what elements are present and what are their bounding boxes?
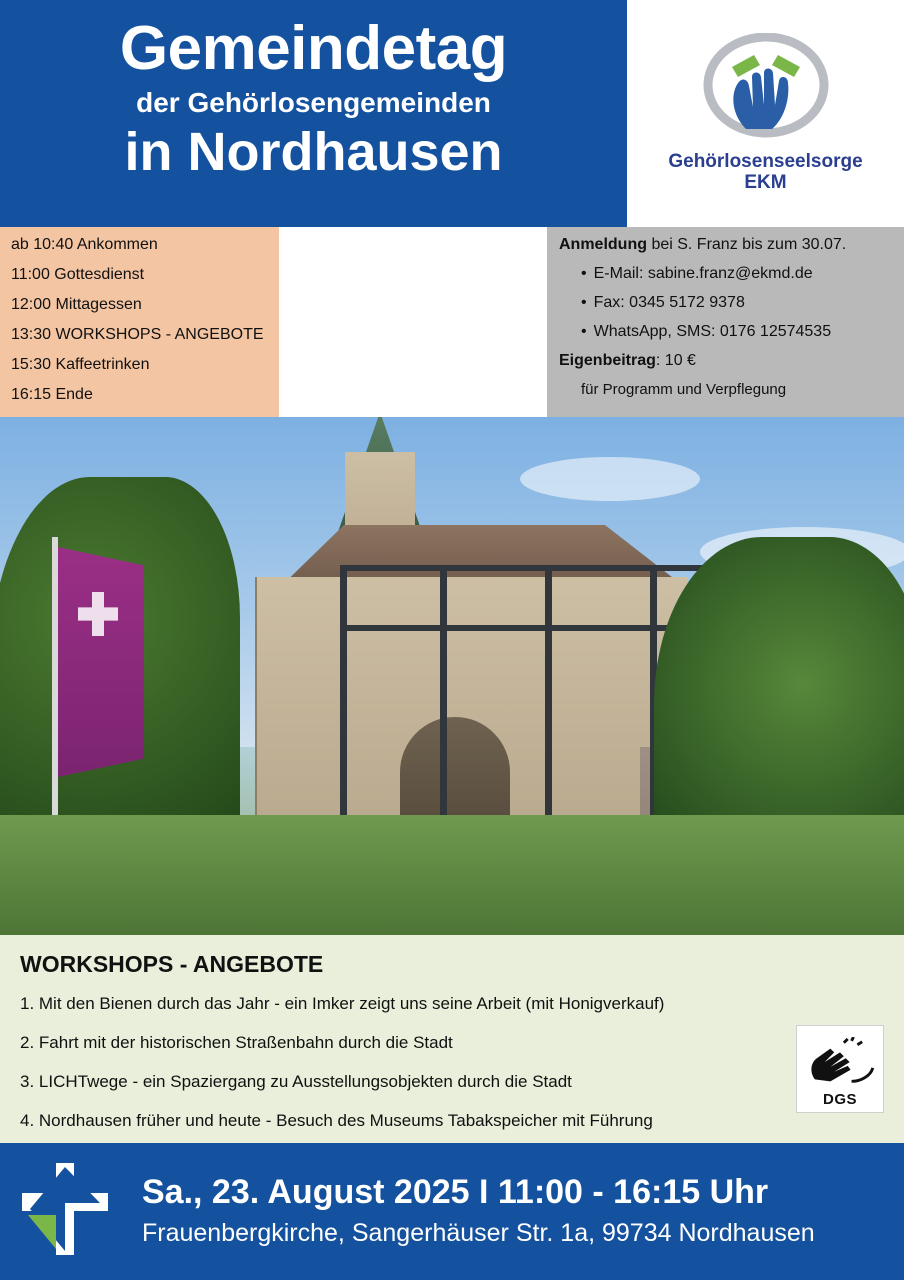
dgs-badge [796, 1025, 884, 1113]
poster-header [0, 0, 904, 227]
event-date-time: Sa., 23. August 2025 I 11:00 - 16:15 Uhr [142, 1172, 769, 1211]
schedule-band [0, 227, 279, 417]
schedule-item: 15:30 Kaffeetrinken [11, 356, 150, 373]
registration-headline-bold: Anmeldung [559, 236, 647, 253]
cloud [520, 457, 700, 501]
workshop-item: 4. Nordhausen früher und heute - Besuch des Museums Tabakspeicher mit Führung [20, 1111, 653, 1130]
registration-contact: • WhatsApp, SMS: 0176 12574535 [559, 324, 894, 340]
registration-fee-rest: : 10 € [655, 352, 696, 369]
workshop-item: 1. Mit den Bienen durch das Jahr - ein Imker zeigt uns seine Arbeit (mit Honigverkauf) [20, 994, 665, 1013]
logo-organization-name: Gehörlosenseelsorge [668, 151, 863, 173]
page-subtitle: der Gehörlosengemeinden [136, 87, 491, 118]
registration-fee-note: für Programm und Verpflegung [581, 381, 787, 398]
dgs-badge-label: DGS [822, 1091, 857, 1108]
registration-headline [559, 237, 894, 253]
registration-fee-bold: Eigenbeitrag [559, 352, 656, 369]
workshop-item: 2. Fahrt mit der historischen Straßenbahn durch die Stadt [20, 1033, 453, 1052]
church-photo [0, 417, 904, 935]
header-title-block [0, 0, 627, 227]
registration-contact: • E-Mail: sabine.franz@ekmd.de [559, 266, 894, 282]
page-title: Gemeindetag [119, 14, 508, 83]
page-title-location: in Nordhausen [124, 121, 503, 182]
schedule-item: ab 10:40 Ankommen [11, 236, 158, 253]
registration-band [547, 227, 904, 417]
schedule-item: 11:00 Gottesdienst [11, 266, 145, 283]
workshop-item: 3. LICHTwege - ein Spaziergang zu Ausstellungsobjekten durch die Stadt [20, 1072, 572, 1091]
registration-fee [559, 353, 894, 369]
registration-contact: • Fax: 0345 5172 9378 [559, 295, 894, 311]
purple-flag [58, 547, 144, 777]
event-address: Frauenbergkirche, Sangerhäuser Str. 1a, 99734 Nordhausen [142, 1218, 815, 1247]
footer-logo [0, 1143, 130, 1280]
schedule-item: 16:15 Ende [11, 386, 93, 403]
sign-language-hands-icon [801, 1037, 879, 1091]
poster-footer [0, 1143, 904, 1280]
hands-logo-icon [702, 33, 830, 149]
workshops-section [0, 935, 904, 1143]
schedule-item: 13:30 WORKSHOPS - ANGEBOTE [11, 326, 264, 343]
workshops-title: WORKSHOPS - ANGEBOTE [20, 951, 324, 977]
cross-icon [22, 1163, 108, 1255]
organization-logo-block [627, 0, 904, 227]
schedule-item: 12:00 Mittagessen [11, 296, 142, 313]
info-bands [0, 227, 904, 417]
lawn [0, 815, 904, 935]
registration-headline-rest: bei S. Franz bis zum 30.07. [647, 236, 847, 253]
footer-text-block [130, 1174, 815, 1250]
logo-ekm-label: EKM [744, 171, 787, 193]
